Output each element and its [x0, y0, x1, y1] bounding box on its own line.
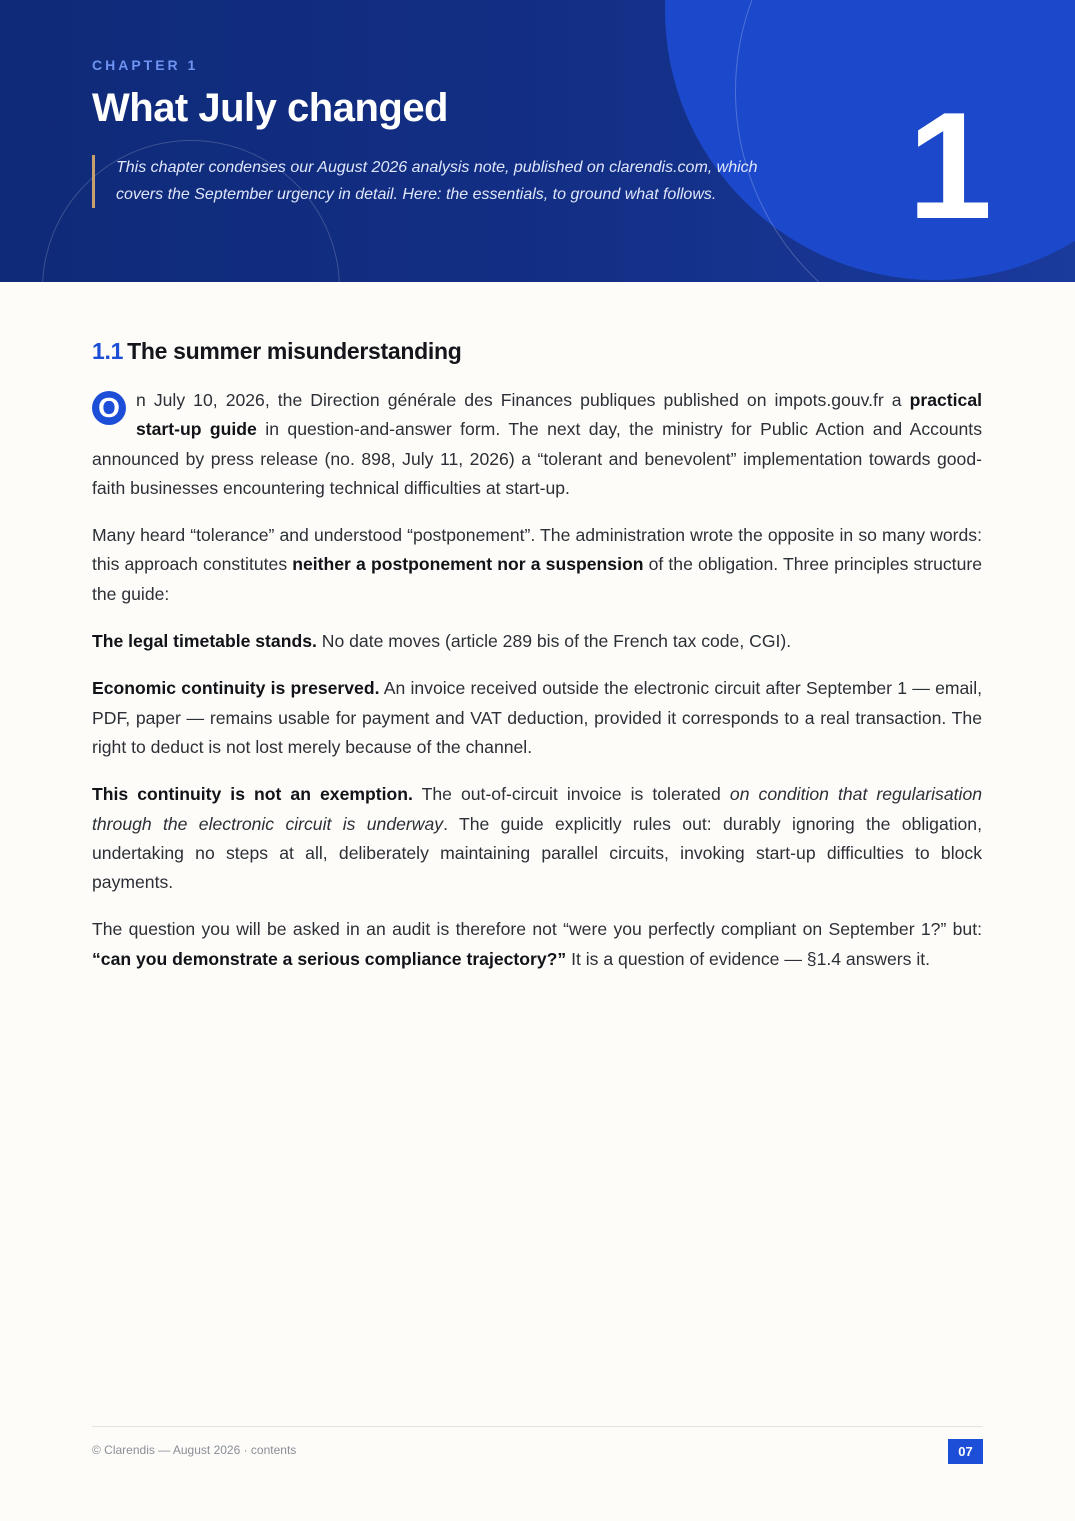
principle-lead: This continuity is not an exemption. [92, 784, 413, 805]
chapter-title: What July changed [92, 86, 448, 130]
paragraph [92, 627, 982, 656]
section-number: 1.1 [92, 338, 124, 364]
paragraph-text: . The guide explicitly rules out: durably ignoring the obligation, undertaking no steps at all, deliberately maintaining parallel circuits, invoking start-up difficulties to block payments. [92, 813, 982, 893]
drop-cap: O [92, 391, 126, 425]
footer-text: © Clarendis — August 2026 · contents [92, 1443, 297, 1457]
footer-divider [92, 1426, 983, 1427]
paragraph [92, 674, 982, 762]
chapter-header [0, 0, 1075, 282]
section-title: The summer misunderstanding [127, 338, 462, 364]
chapter-numeral: 1 [907, 81, 993, 251]
paragraph [92, 386, 982, 503]
paragraph-text: No date moves (article 289 bis of the French tax code, CGI). [316, 631, 792, 652]
emphasis: neither a postponement nor a suspension [292, 554, 644, 575]
paragraph-text: Many heard “tolerance” and understood “postponement”. The administration wrote the opposite in so many words: this approach constitutes [92, 525, 982, 575]
principle-lead: The legal timetable stands. [92, 631, 317, 652]
emphasis: practical start-up guide [136, 390, 982, 440]
page-number: 07 [948, 1439, 983, 1464]
paragraph-text: The out-of-circuit invoice is tolerated [412, 784, 730, 805]
chapter-eyebrow: CHAPTER 1 [92, 57, 199, 73]
paragraph-text: It is a question of evidence — §1.4 answers it. [566, 948, 931, 969]
body-text [92, 386, 982, 992]
paragraph-text: An invoice received outside the electronic circuit after September 1 — email, PDF, paper — remains usable for payment and VAT deduction, provided it corresponds to a real transaction. The right to deduct is not lost merely because of the channel. [92, 678, 983, 757]
paragraph [92, 521, 982, 609]
paragraph [92, 780, 982, 897]
italic-text: on condition that regularisation through the electronic circuit is underway [92, 784, 983, 834]
paragraph-text: in question-and-answer form. The next day, the ministry for Public Action and Accounts announced by press release (no. 898, July 11, 2026) a “tolerant and benevolent” implementation towards good-faith businesses encountering technical difficulties at start-up. [92, 419, 982, 498]
principle-lead: Economic continuity is preserved. [92, 678, 380, 699]
emphasis: “can you demonstrate a serious compliance trajectory?” [92, 948, 567, 969]
paragraph-text: of the obligation. Three principles structure the guide: [92, 554, 982, 604]
paragraph-text: The question you will be asked in an audit is therefore not “were you perfectly compliant on September 1?” but: [92, 919, 982, 940]
section-heading [92, 338, 462, 365]
paragraph [92, 915, 982, 974]
chapter-lede: This chapter condenses our August 2026 analysis note, published on clarendis.com, which covers the September urgency in detail. Here: the essentials, to ground what follows. [92, 155, 766, 208]
paragraph-text: n July 10, 2026, the Direction générale des Finances publiques published on impots.gouv.fr a [136, 390, 910, 410]
